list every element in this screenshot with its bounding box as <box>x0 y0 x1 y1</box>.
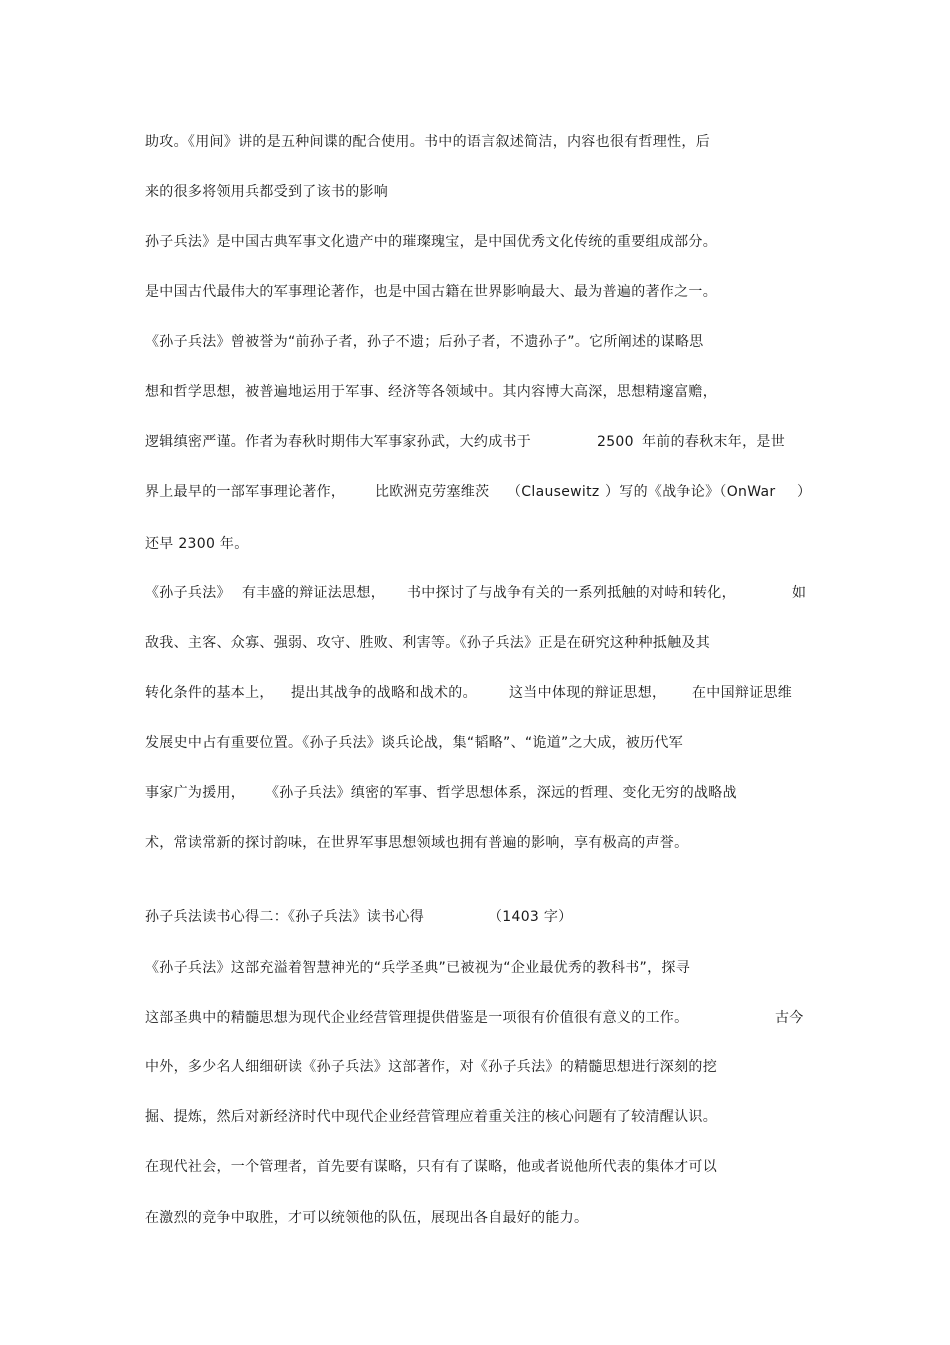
text-line: 《孙子兵法》这部充溢着智慧神光的“兵学圣典”已被视为“企业最优秀的教科书”，探寻 <box>145 960 691 976</box>
text-segment: 《孙子兵法》 <box>145 585 231 601</box>
text-line: 助攻。《用间》讲的是五种间谍的配合使用。书中的语言叙述简洁，内容也很有哲理性，后 <box>145 134 710 150</box>
word-count: （1403 字） <box>488 909 573 925</box>
text-segment: 年前的春秋末年，是世 <box>642 434 785 450</box>
text-line: 在激烈的竞争中取胜，才可以统领他的队伍，展现出各自最好的能力。 <box>145 1210 589 1226</box>
text-segment: 有丰盛的辩证法思想， <box>242 585 385 601</box>
text-segment: 《孙子兵法》缜密的军事、哲学思想体系，深远的哲理、变化无穷的战略战 <box>265 785 737 801</box>
text-segment: 2500 <box>597 434 634 450</box>
text-segment: 提出其战争的战略和战术的。 <box>291 685 477 701</box>
text-line: 想和哲学思想，被普遍地运用于军事、经济等各领域中。其内容博大高深，思想精邃富赡， <box>145 384 717 400</box>
text-line: 术，常读常新的探讨韵味，在世界军事思想领域也拥有普遍的影响，享有极高的声誉。 <box>145 835 689 851</box>
text-segment: 逻辑缜密严谨。作者为春秋时期伟大军事家孙武，大约成书于 <box>145 434 532 450</box>
text-line: 《孙子兵法》曾被誉为“前孙子者，孙子不遗；后孙子者，不遗孙子”。它所阐述的谋略思 <box>145 334 704 350</box>
text-line: 掘、提炼，然后对新经济时代中现代企业经营管理应着重关注的核心问题有了较清醒认识。 <box>145 1109 717 1125</box>
text-segment: （Clausewitz <box>507 484 600 500</box>
text-line: 发展史中占有重要位置。《孙子兵法》谈兵论战，集“韬略”、“诡道”之大成，被历代军 <box>145 735 684 751</box>
text-segment: 古今 <box>775 1010 804 1026</box>
text-segment: 书中探讨了与战争有关的一系列抵触的对峙和转化， <box>407 585 736 601</box>
text-segment: 转化条件的基本上， <box>145 685 274 701</box>
text-segment: 这部圣典中的精髓思想为现代企业经营管理提供借鉴是一项很有价值很有意义的工作。 <box>145 1010 689 1026</box>
text-segment: ）写的《战争论》（OnWar <box>605 484 776 500</box>
text-segment: 如 <box>792 585 807 601</box>
text-segment: 比欧洲克劳塞维茨 <box>375 484 490 500</box>
text-segment: 界上最早的一部军事理论著作， <box>145 484 346 500</box>
text-line: 是中国古代最伟大的军事理论著作，也是中国古籍在世界影响最大、最为普遍的著作之一。 <box>145 284 717 300</box>
text-segment: 在中国辩证思维 <box>692 685 793 701</box>
text-line: 来的很多将领用兵都受到了该书的影响 <box>145 184 389 200</box>
text-line: 敌我、主客、众寡、强弱、攻守、胜败、利害等。《孙子兵法》正是在研究这种种抵触及其 <box>145 635 710 651</box>
text-line: 中外，多少名人细细研读《孙子兵法》这部著作，对《孙子兵法》的精髓思想进行深刻的挖 <box>145 1059 717 1075</box>
heading-text: 孙子兵法读书心得二：《孙子兵法》读书心得 <box>145 909 424 925</box>
text-line: 孙子兵法》是中国古典军事文化遗产中的璀璨瑰宝，是中国优秀文化传统的重要组成部分。 <box>145 234 717 250</box>
text-segment: ） <box>797 484 812 500</box>
text-segment: 这当中体现的辩证思想， <box>509 685 667 701</box>
text-line: 在现代社会，一个管理者，首先要有谋略，只有有了谋略，他或者说他所代表的集体才可以 <box>145 1159 717 1175</box>
text-segment: 事家广为援用， <box>145 785 246 801</box>
text-line: 还早 2300 年。 <box>145 536 249 552</box>
